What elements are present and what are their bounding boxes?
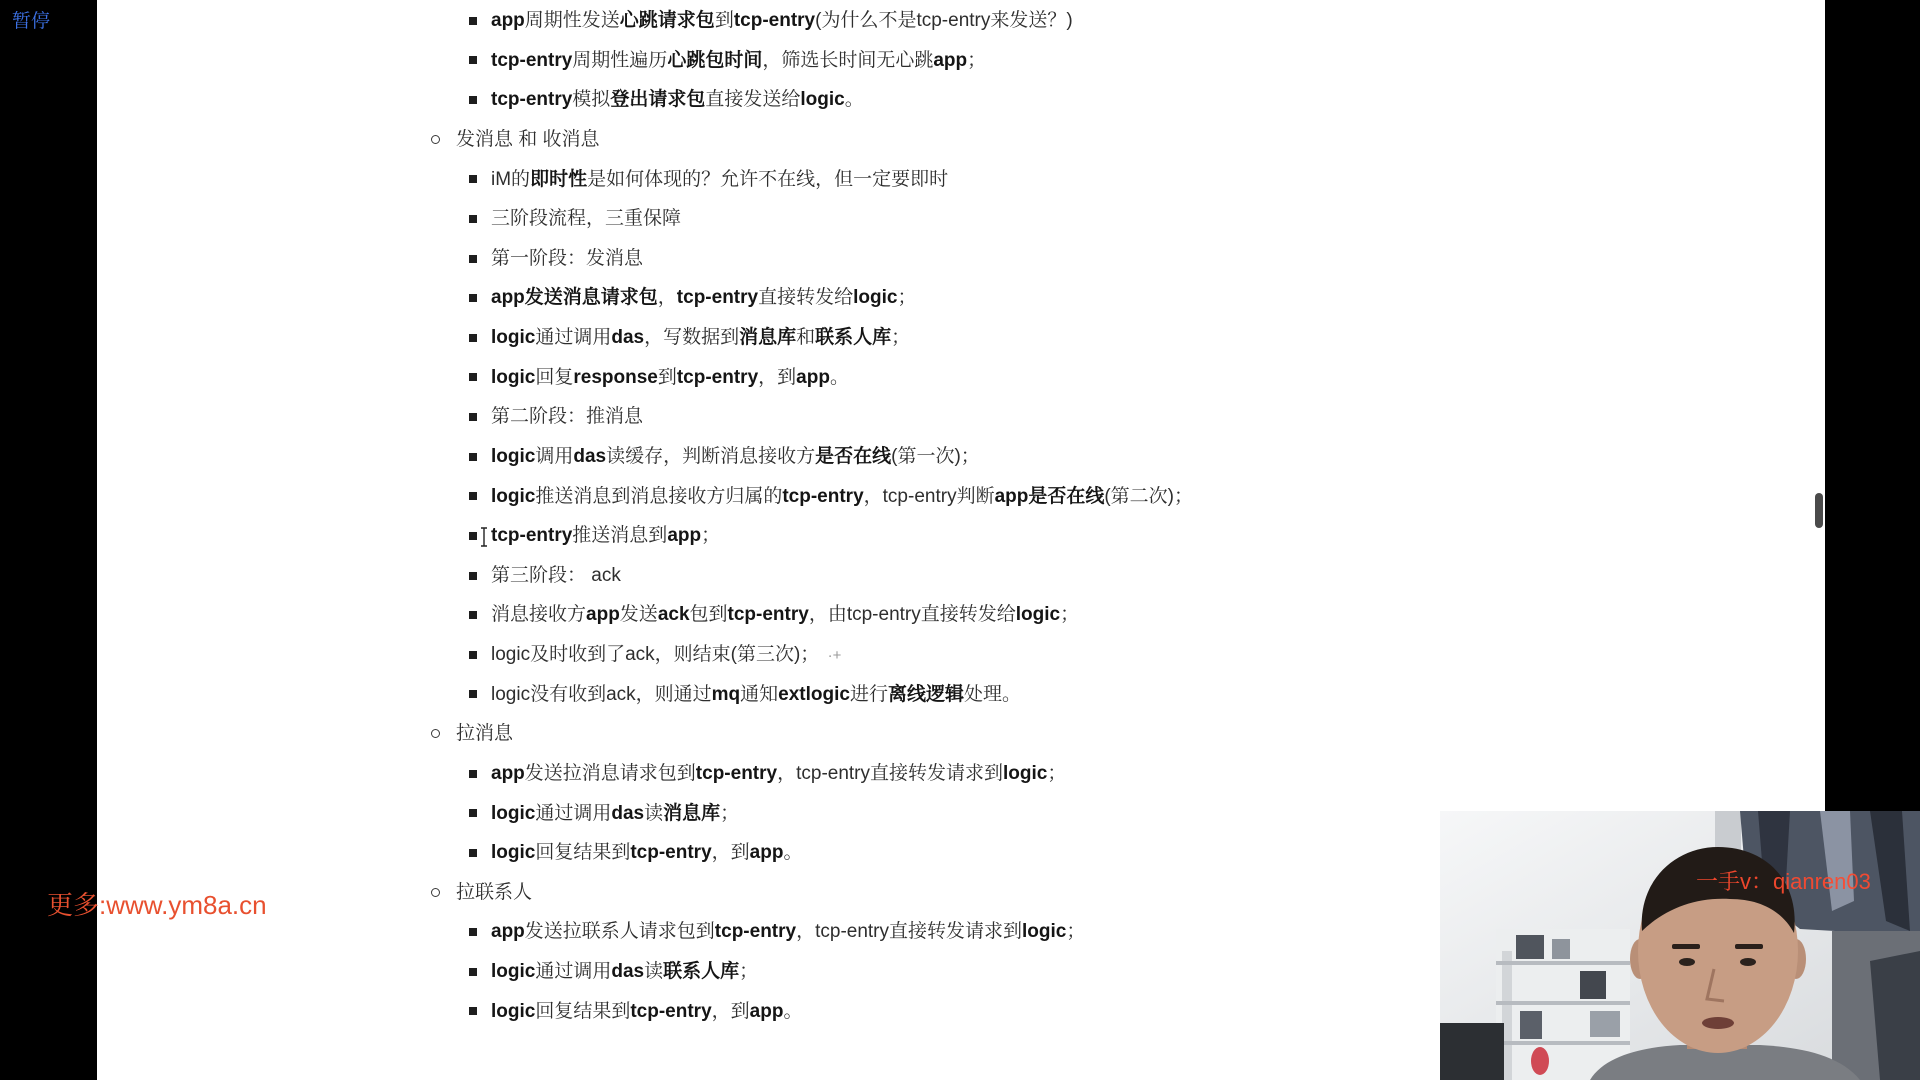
item-text: 推送消息到消息接收方归属的 (535, 485, 783, 507)
item-bold-text: tcp-entry (491, 49, 573, 71)
square-bullet-icon (469, 770, 477, 778)
item-bold-text: ack (657, 604, 690, 626)
item-text: 。 (844, 89, 864, 111)
item-bold-text: logic (491, 445, 536, 467)
square-bullet-icon (469, 809, 477, 817)
item-bold-text: 心跳请求包 (619, 10, 715, 31)
circle-bullet-icon (431, 888, 440, 897)
item-bold-text: app (749, 842, 784, 864)
item-text: ，筛选长时间无心跳 (762, 49, 934, 71)
webcam-caption: 一手v：qianren03 (1696, 869, 1871, 894)
outline-bullet-item (97, 754, 1797, 794)
item-bold-text: response (573, 366, 658, 388)
item-bold-text: logic (800, 89, 845, 111)
item-text: 发消息 和 收消息 (456, 128, 600, 150)
item-bold-text: tcp-entry (714, 921, 797, 943)
item-bold-text: app发送消息请求包 (491, 287, 658, 309)
item-text: 周期性发送 (524, 10, 620, 31)
outline-bullet-item (97, 516, 1797, 556)
item-text: 通过调用 (535, 961, 612, 982)
item-text: 回复结果到 (535, 842, 631, 864)
item-text: 进行 (849, 683, 888, 705)
item-bold-text: 登出请求包 (610, 89, 706, 111)
item-text: ； (891, 327, 911, 348)
item-text: ； (897, 287, 917, 309)
square-bullet-icon (469, 56, 477, 64)
item-text: 通过调用 (535, 327, 612, 348)
webcam-overlay (1440, 811, 1920, 1080)
item-bold-text: 离线逻辑 (888, 683, 965, 705)
square-bullet-icon (469, 255, 477, 263)
square-bullet-icon (469, 651, 477, 659)
item-text: ； (739, 961, 759, 982)
item-bold-text: logic (853, 287, 898, 309)
square-bullet-icon (469, 532, 477, 540)
square-bullet-icon (469, 572, 477, 580)
outline-subheading (97, 120, 1797, 160)
item-text: ，tcp-entry直接转发请求到 (796, 921, 1023, 943)
item-bold-text: 消息库 (739, 327, 797, 348)
outline-bullet-item (97, 675, 1797, 715)
item-bold-text: das (611, 802, 645, 824)
item-bold-text: logic (491, 802, 536, 824)
item-bold-text: logic (491, 842, 536, 864)
item-text: 到 (714, 10, 734, 31)
item-text: 消息接收方 (491, 604, 587, 626)
item-text: 和 (796, 327, 816, 348)
square-bullet-icon (469, 215, 477, 223)
item-bold-text: logic (491, 485, 536, 507)
item-text: 通知 (740, 683, 779, 705)
item-text: 通过调用 (535, 802, 612, 824)
site-watermark: 更多:www.ym8a.cn (47, 890, 267, 920)
square-bullet-icon (469, 373, 477, 381)
item-bold-text: extlogic (778, 683, 850, 705)
item-bold-text: logic (1022, 921, 1067, 943)
outline-bullet-item (97, 278, 1797, 318)
item-text: (为什么不是tcp-entry来发送？) (815, 10, 1073, 31)
item-bold-text: logic (491, 961, 536, 982)
item-text: ； (1060, 604, 1080, 626)
item-text: 直接转发给 (758, 287, 854, 309)
item-bold-text: 联系人库 (815, 327, 892, 348)
circle-bullet-icon (431, 729, 440, 738)
item-text: 读 (644, 802, 664, 824)
item-bold-text: app (491, 921, 525, 943)
item-bold-text: das (611, 327, 645, 348)
item-bold-text: tcp-entry (491, 525, 573, 547)
square-bullet-icon (469, 17, 477, 25)
item-text: ； (1066, 921, 1086, 943)
outline-bullet-item (97, 199, 1797, 239)
item-text: 调用 (535, 445, 574, 467)
square-bullet-icon (469, 690, 477, 698)
item-bold-text: logic (491, 1000, 536, 1022)
outline-bullet-item (97, 160, 1797, 200)
item-bold-text: 是否在线 (815, 445, 892, 467)
item-text: 发送拉消息请求包到 (524, 762, 696, 784)
item-bold-text: mq (711, 683, 741, 705)
item-text: 回复 (535, 366, 574, 388)
item-text: 拉联系人 (456, 881, 533, 903)
outline-bullet-item (97, 358, 1797, 398)
item-text: 。 (829, 366, 849, 388)
item-bold-text: logic (1015, 604, 1061, 626)
item-bold-text: tcp-entry (630, 842, 712, 864)
item-bold-text: tcp-entry (695, 762, 778, 784)
item-bold-text: 联系人库 (663, 961, 740, 982)
item-bold-text: logic (491, 327, 536, 348)
square-bullet-icon (469, 492, 477, 500)
square-bullet-icon (469, 334, 477, 342)
item-bold-text: app (491, 10, 525, 31)
outline-subheading (97, 714, 1797, 754)
item-bold-text: app (933, 49, 968, 71)
item-text: ，到 (711, 842, 750, 864)
item-text: 三阶段流程，三重保障 (491, 208, 682, 230)
item-bold-text: das (573, 445, 607, 467)
outline-bullet-item (97, 635, 1797, 675)
item-text: 第一阶段：发消息 (491, 247, 644, 269)
item-bold-text: 消息库 (663, 802, 721, 824)
item-bold-text: tcp-entry (491, 89, 573, 111)
item-text: 。 (783, 842, 803, 864)
item-bold-text: logic (1003, 762, 1048, 784)
item-text: ，写数据到 (644, 327, 740, 348)
item-text: ，tcp-entry直接转发请求到 (777, 762, 1004, 784)
outline-bullet-item (97, 1, 1797, 41)
item-bold-text: logic (491, 366, 536, 388)
outline-bullet-item (97, 556, 1797, 596)
outline-bullet-item (97, 41, 1797, 81)
item-text: logic没有收到ack，则通过 (491, 683, 712, 705)
outline-bullet-item (97, 80, 1797, 120)
item-text: iM的 (491, 168, 531, 190)
outline-bullet-item (97, 397, 1797, 437)
item-text: ，tcp-entry判断 (863, 485, 995, 507)
item-text: ，到 (758, 366, 797, 388)
scrollbar-thumb[interactable] (1815, 493, 1823, 528)
square-bullet-icon (469, 928, 477, 936)
text-cursor-icon (480, 527, 488, 547)
item-text: 模拟 (572, 89, 611, 111)
item-bold-text: tcp-entry (676, 366, 759, 388)
item-text: ； (967, 49, 987, 71)
square-bullet-icon (469, 611, 477, 619)
item-text: 推送消息到 (572, 525, 668, 547)
circle-bullet-icon (431, 135, 440, 144)
item-text: 处理。 (964, 683, 1022, 705)
item-bold-text: app (586, 604, 620, 626)
square-bullet-icon (469, 849, 477, 857)
square-bullet-icon (469, 1007, 477, 1015)
webcam-video (1440, 811, 1920, 1080)
item-text: ，由tcp-entry直接转发给 (808, 604, 1016, 626)
item-text: (第一次)； (891, 445, 980, 467)
item-bold-text: app (749, 1000, 784, 1022)
item-bold-text: app (491, 762, 525, 784)
item-bold-text: tcp-entry (782, 485, 864, 507)
outline-bullet-item (97, 239, 1797, 279)
item-text: 是如何体现的？允许不在线，但一定要即时 (587, 168, 949, 190)
item-bold-text: tcp-entry (676, 287, 759, 309)
item-bold-text: tcp-entry (733, 10, 816, 31)
square-bullet-icon (469, 96, 477, 104)
item-text: 第三阶段： ack (491, 564, 621, 586)
item-text: ， (657, 287, 677, 309)
item-text: 到 (657, 366, 677, 388)
item-text: 读 (644, 961, 664, 982)
item-text: 周期性遍历 (572, 49, 668, 71)
square-bullet-icon (469, 968, 477, 976)
edit-mark: ·+ (819, 647, 842, 664)
item-text: 读缓存，判断消息接收方 (606, 445, 816, 467)
outline-bullet-item (97, 477, 1797, 517)
item-bold-text: tcp-entry (630, 1000, 712, 1022)
item-text: logic及时收到了ack，则结束(第三次)； (491, 644, 820, 665)
item-bold-text: app是否在线 (994, 485, 1105, 507)
square-bullet-icon (469, 175, 477, 183)
item-bold-text: 心跳包时间 (667, 49, 763, 71)
item-text: ； (720, 802, 740, 824)
item-bold-text: app (796, 366, 830, 388)
item-text: 包到 (689, 604, 728, 626)
square-bullet-icon (469, 294, 477, 302)
item-text: (第二次)； (1104, 485, 1194, 507)
item-text: 回复结果到 (535, 1000, 631, 1022)
item-bold-text: tcp-entry (727, 604, 809, 626)
item-text: 拉消息 (456, 723, 514, 745)
outline-bullet-item (97, 318, 1797, 358)
square-bullet-icon (469, 413, 477, 421)
item-bold-text: das (611, 961, 645, 982)
pause-status-label: 暂停 (12, 11, 51, 32)
item-text: 直接发送给 (705, 89, 801, 111)
outline-bullet-item (97, 437, 1797, 477)
item-text: ； (1047, 762, 1067, 784)
item-text: ； (701, 525, 721, 547)
square-bullet-icon (469, 453, 477, 461)
room-shelf (1496, 929, 1630, 1080)
item-text: 发送 (619, 604, 658, 626)
item-text: ，到 (711, 1000, 750, 1022)
item-text: 发送拉联系人请求包到 (524, 921, 715, 943)
item-text: 。 (783, 1000, 803, 1022)
item-text: 第二阶段：推消息 (491, 406, 644, 428)
item-bold-text: 即时性 (530, 168, 588, 190)
outline-bullet-item (97, 595, 1797, 635)
item-bold-text: app (667, 525, 702, 547)
